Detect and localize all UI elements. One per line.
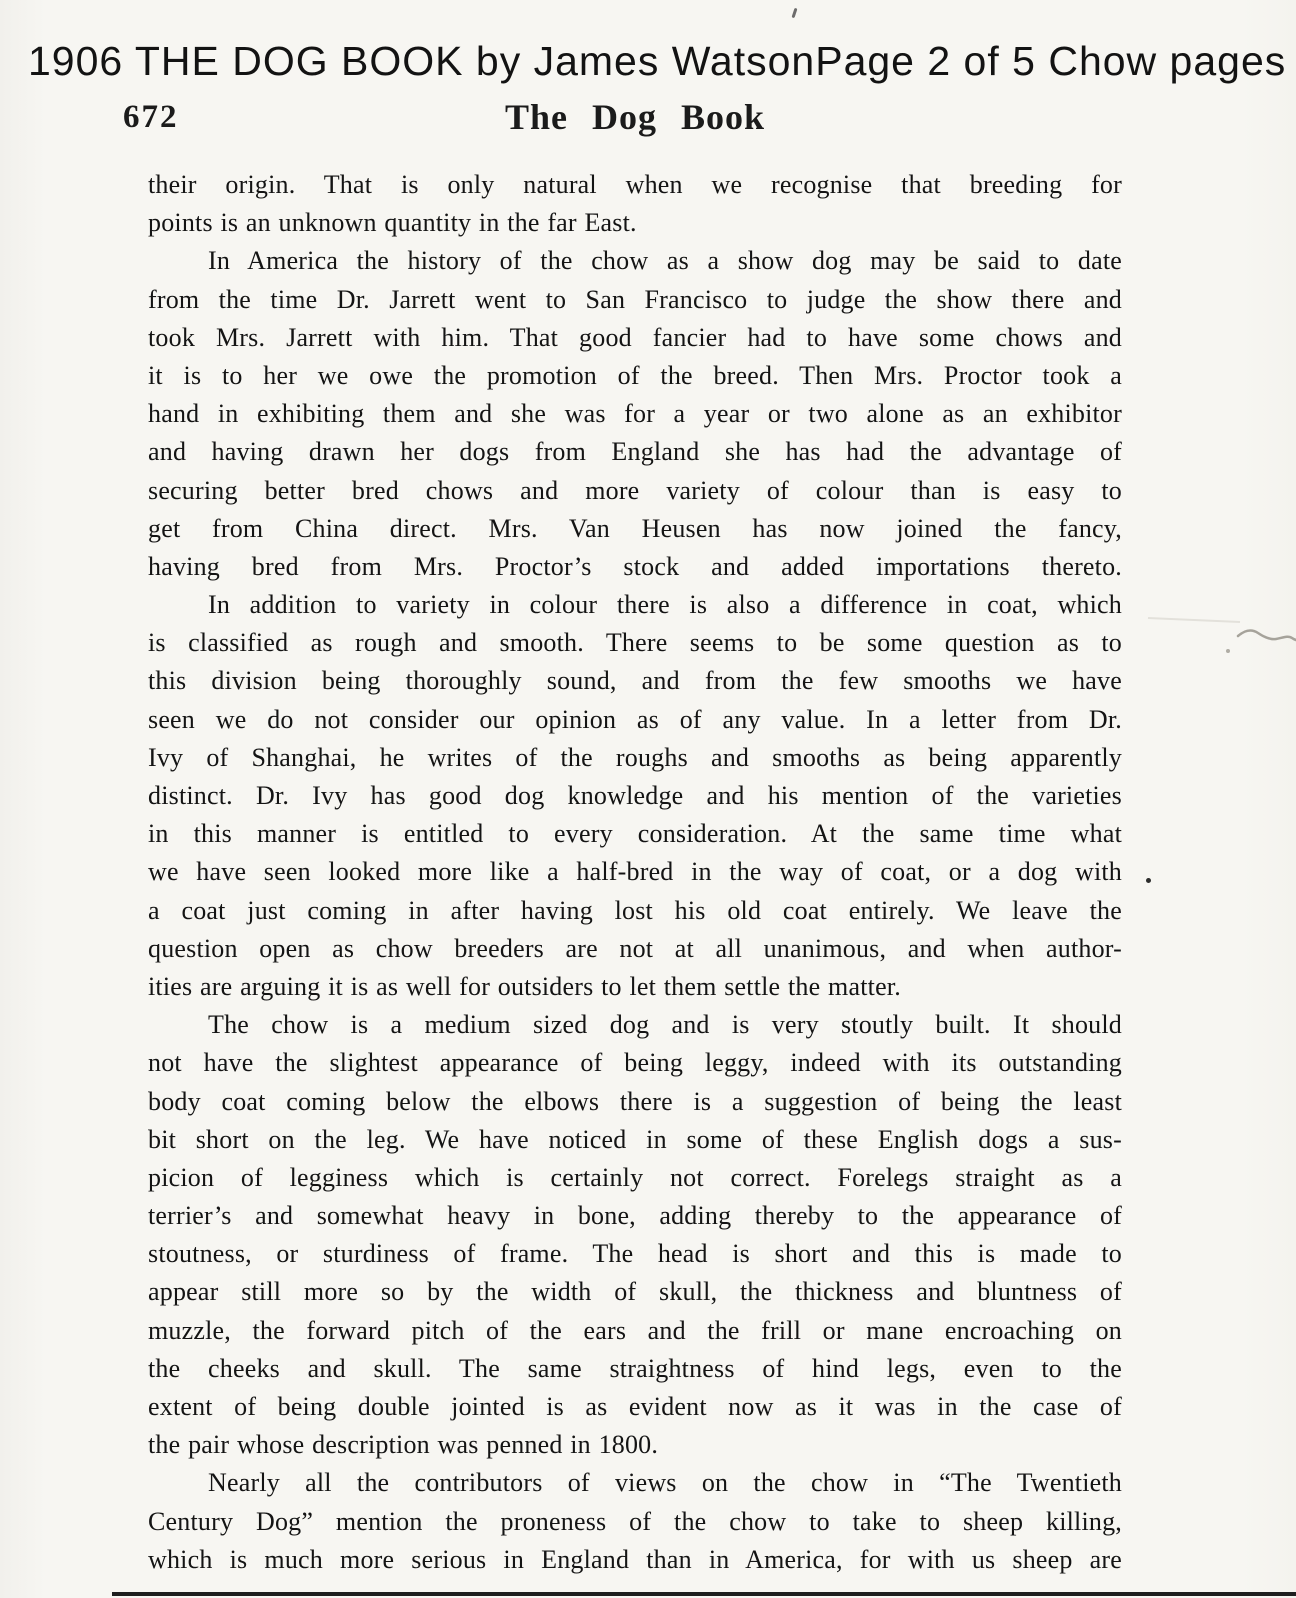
text-line: ities are arguing it is as well for outsiders to let them settle the matter.: [148, 971, 901, 1001]
text-line: Ivy of Shanghai, he writes of the roughs and smooths as being apparently: [148, 742, 1122, 772]
text-line: hand in exhibiting them and she was for a year or two alone as an exhibitor: [148, 399, 1122, 429]
text-line: In addition to variety in colour there is also a difference in coat, which: [208, 590, 1122, 620]
text-line: from the time Dr. Jarrett went to San Francisco to judge the show there and: [148, 284, 1122, 314]
ink-speck: [792, 8, 798, 18]
text-line: get from China direct. Mrs. Van Heusen has now joined the fancy,: [148, 513, 1122, 543]
text-line: in this manner is entitled to every consideration. At the same time what: [148, 819, 1122, 849]
text-line: we have seen looked more like a half-bred in the way of coat, or a dog with: [148, 857, 1122, 887]
text-line: Century Dog” mention the proneness of the chow to take to sheep killing,: [148, 1506, 1122, 1536]
text-line: seen we do not consider our opinion as of any value. In a letter from Dr.: [148, 704, 1122, 734]
text-line: not have the slightest appearance of being leggy, indeed with its outstanding: [148, 1048, 1122, 1078]
text-line: Nearly all the contributors of views on the chow in “The Twentieth: [208, 1468, 1122, 1498]
text-line: it is to her we owe the promotion of the breed. Then Mrs. Proctor took a: [148, 360, 1122, 390]
text-line: body coat coming below the elbows there is a suggestion of being the least: [148, 1086, 1122, 1116]
text-line: appear still more so by the width of skull, the thickness and bluntness of: [148, 1277, 1122, 1307]
text-line: extent of being double jointed is as evident now as it was in the case of: [148, 1392, 1122, 1421]
text-line: In America the history of the chow as a show dog may be said to date: [208, 246, 1122, 276]
text-line: stoutness, or sturdiness of frame. The head is short and this is made to: [148, 1239, 1122, 1269]
text-line: and having drawn her dogs from England she has had the advantage of: [148, 437, 1122, 467]
text-line: the cheeks and skull. The same straightness of hind legs, even to the: [148, 1353, 1122, 1383]
text-line: a coat just coming in after having lost his old coat entirely. We leave the: [148, 895, 1122, 925]
text-line: terrier’s and somewhat heavy in bone, adding thereby to the appearance of: [148, 1201, 1122, 1231]
page-number: 672: [123, 99, 179, 135]
text-line: question open as chow breeders are not at all unanimous, and when author-: [148, 933, 1122, 963]
text-line: which is much more serious in England than in America, for with us sheep are: [148, 1544, 1122, 1574]
handwritten-annotation: [28, 38, 1287, 85]
annotation-page-info: Page 2 of 5 Chow pages: [815, 38, 1287, 84]
text-line: the pair whose description was penned in 1800.: [148, 1430, 659, 1460]
text-line: distinct. Dr. Ivy has good dog knowledge and his mention of the varieties: [148, 781, 1122, 810]
text-line: this division being thoroughly sound, and from the few smooths we have: [148, 666, 1122, 696]
text-line: is classified as rough and smooth. There seems to be some question as to: [148, 628, 1122, 658]
text-line: took Mrs. Jarrett with him. That good fancier had to have some chows and: [148, 322, 1122, 352]
text-line: muzzle, the forward pitch of the ears and the frill or mane encroaching on: [148, 1315, 1122, 1345]
text-line: bit short on the leg. We have noticed in some of these English dogs a sus-: [148, 1124, 1122, 1154]
annotation-title: 1906 THE DOG BOOK by James Watson: [28, 38, 816, 84]
text-line: securing better bred chows and more variety of colour than is easy to: [148, 475, 1122, 505]
page-body-text: [148, 166, 1122, 1579]
running-title: The Dog Book: [504, 97, 766, 137]
scanner-edge-bar: [112, 1592, 1296, 1596]
text-line: The chow is a medium sized dog and is very stoutly built. It should: [208, 1010, 1122, 1040]
stray-period-speck: [1146, 878, 1151, 883]
text-line: picion of legginess which is certainly not correct. Forelegs straight as a: [148, 1162, 1122, 1192]
text-line: having bred from Mrs. Proctor’s stock and added importations thereto.: [148, 551, 1122, 581]
text-line: their origin. That is only natural when we recognise that breeding for: [148, 170, 1122, 199]
text-line: points is an unknown quantity in the far East.: [148, 208, 637, 238]
